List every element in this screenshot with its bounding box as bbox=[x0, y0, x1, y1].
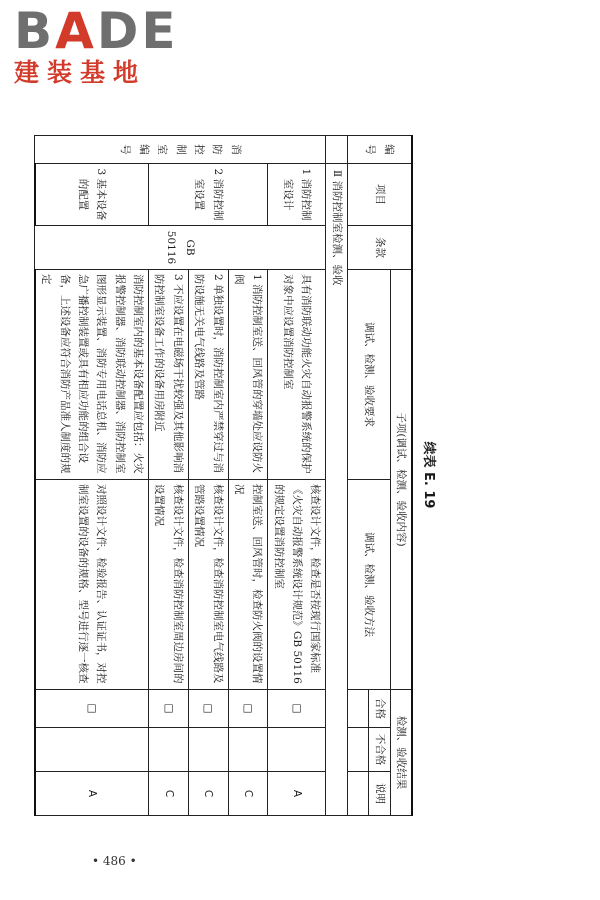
inspection-table bbox=[34, 135, 413, 816]
fail-cell bbox=[188, 728, 228, 772]
logo-wordmark: BADE bbox=[14, 2, 179, 60]
grade-label: C bbox=[149, 772, 189, 816]
row-requirement: 1 消防控制室送、回风管的穿墙处应设防火阀 bbox=[228, 270, 268, 480]
pass-checkbox[interactable]: □ bbox=[268, 690, 326, 728]
rotated-table-block bbox=[7, 135, 437, 815]
section-label: Ⅱ 消防控制室检测、验收 bbox=[326, 164, 347, 816]
group-clause: GB 50116 bbox=[35, 226, 326, 270]
header-clause: 条款 bbox=[347, 226, 412, 270]
table-row bbox=[268, 136, 326, 816]
table-title: 续表 E. 19 bbox=[421, 441, 436, 509]
row-item: 1 消防控制室设计 bbox=[268, 164, 326, 226]
logo-chinese-name: 建装基地 bbox=[14, 58, 147, 87]
header-method: 调试、检测、验收方法 bbox=[347, 480, 390, 690]
header-spacer bbox=[347, 728, 368, 772]
section-number-cell bbox=[326, 136, 347, 164]
row-method: 核查设计文件，检查消防控制室电气线路及管路设置情况 bbox=[188, 480, 228, 690]
row-requirement: 具有消防联动功能火灾自动报警系统的保护对象中应设置消防控制室 bbox=[268, 270, 326, 480]
row-method: 核查设计文件，检查消防控制室周边房间的设置情况 bbox=[149, 480, 189, 690]
header-fail: 不合格 bbox=[369, 728, 390, 772]
pass-checkbox[interactable]: □ bbox=[149, 690, 189, 728]
pass-checkbox[interactable]: □ bbox=[188, 690, 228, 728]
header-note: 说明 bbox=[369, 772, 390, 816]
header-spacer bbox=[347, 772, 368, 816]
bade-logo bbox=[14, 4, 194, 94]
grade-label: A bbox=[268, 772, 326, 816]
grade-label: C bbox=[228, 772, 268, 816]
header-number: 编号 bbox=[347, 136, 412, 164]
row-requirement: 2 单独设置时，消防控制室内严禁穿过与消防设施无关电气线路及管路 bbox=[188, 270, 228, 480]
page-number: • 486 • bbox=[92, 854, 137, 868]
header-result: 检测、验收结果 bbox=[390, 690, 412, 816]
fail-cell bbox=[228, 728, 268, 772]
header-requirement: 调试、检测、验收要求 bbox=[347, 270, 390, 480]
grade-label: A bbox=[35, 772, 149, 816]
header-item: 项目 bbox=[347, 164, 412, 226]
grade-label: C bbox=[188, 772, 228, 816]
fail-cell bbox=[268, 728, 326, 772]
pass-checkbox[interactable]: □ bbox=[228, 690, 268, 728]
header-spacer bbox=[347, 690, 368, 728]
row-method: 控制室送、回风管时，检查防火阀的设置情况 bbox=[228, 480, 268, 690]
fail-cell bbox=[35, 728, 149, 772]
fail-cell bbox=[149, 728, 189, 772]
row-item: 2 消防控制室设置 bbox=[149, 164, 268, 226]
pass-checkbox[interactable]: □ bbox=[35, 690, 149, 728]
row-requirement: 3 不应设置在电磁场干扰较强及其他影响消防控制室设备工作的设备用房附近 bbox=[149, 270, 189, 480]
row-requirement: 消防控制室内的基本设备配置应包括：火灾报警控制器、消防联动控制器、消防控制室图形显示装置、消防专用电话总机、消防应急广播控制装置或具有相应功能的组合设备，上述设备应符合消防产品准人制度的规定 bbox=[35, 270, 149, 480]
group-number: 消防控制室编号 bbox=[35, 136, 326, 164]
header-pass: 合格 bbox=[369, 690, 390, 728]
row-method: 对照设计文件、检验报告、认证证书，对控制室设置的设备的规格、型号进行逐一核查 bbox=[35, 480, 149, 690]
header-sub-item: 子项(调试、检测、验收内容) bbox=[390, 270, 412, 690]
row-item: 3 基本设备的配置 bbox=[35, 164, 149, 226]
row-method: 核查设计文件，检查是否按现行国家标准《火灾自动报警系统设计规范》GB 50116 的规定设置消防控制室 bbox=[268, 480, 326, 690]
